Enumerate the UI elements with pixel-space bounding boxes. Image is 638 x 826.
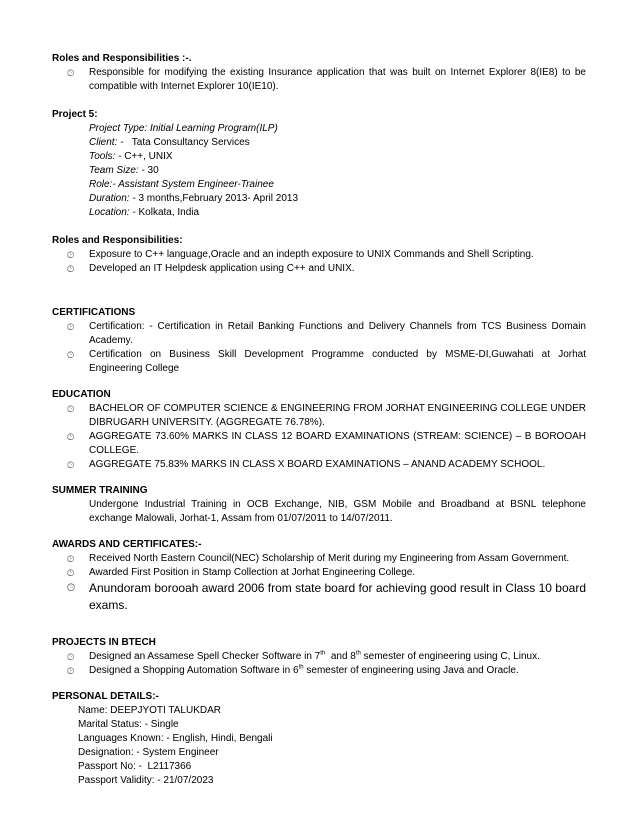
section-heading: Project 5: xyxy=(52,109,98,120)
section-heading: PROJECTS IN BTECH xyxy=(52,637,156,648)
project-location: Location: - Kolkata, India xyxy=(89,207,200,218)
resume-page xyxy=(52,52,586,788)
clock-bullet-icon: 🕒︎ xyxy=(67,666,75,676)
clock-bullet-icon: 🕒︎ xyxy=(67,568,75,578)
list-item: 🕒︎ Awarded First Position in Stamp Collection at Jorhat Engineering College. xyxy=(67,567,416,578)
project-duration: Duration: - 3 months,February 2013- April 2013 xyxy=(89,193,299,204)
personal-name: Name: DEEPJYOTI TALUKDAR xyxy=(78,705,221,716)
list-item: 🕒︎ BACHELOR OF COMPUTER SCIENCE & ENGINEERING FROM JORHAT ENGINEERING COLLEGE UNDER DIBRUGARH UNIVERSITY. (AGGREGATE 76.78%). xyxy=(67,403,586,428)
awards-section xyxy=(52,538,586,614)
clock-bullet-icon: 🕒︎ xyxy=(67,350,75,360)
project-client: Client: - Tata Consultancy Services xyxy=(89,137,250,148)
list-item: 🕒︎ Received North Eastern Council(NEC) Scholarship of Merit during my Engineering from Assam Government. xyxy=(67,553,570,564)
clock-bullet-icon: 🕒︎ xyxy=(67,264,75,274)
project-role: Role:- Assistant System Engineer-Trainee xyxy=(89,179,274,190)
personal-marital-status: Marital Status: - Single xyxy=(78,719,179,730)
project-tools: Tools: - C++, UNIX xyxy=(89,151,173,162)
project-5-section xyxy=(52,108,586,220)
clock-bullet-icon: 🕒︎ xyxy=(67,460,75,470)
project-team-size: Team Size: - 30 xyxy=(89,165,159,176)
bullet-list xyxy=(52,66,586,94)
clock-bullet-icon: 🕒︎ xyxy=(67,322,75,332)
list-item: 🕒︎ Certification on Business Skill Development Programme conducted by MSME-DI,Guwahati at Jorhat Engineering College xyxy=(67,349,586,374)
project-type: Project Type: Initial Learning Program(ILP) xyxy=(89,123,278,134)
clock-bullet-icon: 🕒︎ xyxy=(67,250,75,260)
section-heading: AWARDS AND CERTIFICATES:- xyxy=(52,539,202,550)
education-section xyxy=(52,388,586,472)
roles-section-1 xyxy=(52,52,586,94)
summer-training-section xyxy=(52,484,586,526)
list-item: 🕒︎ Developed an IT Helpdesk application using C++ and UNIX. xyxy=(67,263,355,274)
section-heading: CERTIFICATIONS xyxy=(52,307,136,318)
summer-training-text: Undergone Industrial Training in OCB Exchange, NIB, GSM Mobile and Broadband at BSNL telephone exchange Malowali, Jorhat-1, Assam from 01/07/2011 to 14/07/2011. xyxy=(89,499,586,524)
personal-passport-no: Passport No: - L2117366 xyxy=(78,761,192,772)
clock-bullet-icon: 🕒︎ xyxy=(67,68,75,78)
personal-details-section xyxy=(52,690,586,788)
clock-bullet-icon: 🕒︎ xyxy=(67,583,75,594)
roles-section-2 xyxy=(52,234,586,276)
list-item: 🕒︎ Responsible for modifying the existing Insurance application that was built on Internet Explorer 8(IE8) to be compatible with Internet Explorer 10(IE10). xyxy=(67,67,586,92)
certifications-section xyxy=(52,306,586,376)
list-item: 🕒︎ AGGREGATE 73.60% MARKS IN CLASS 12 BOARD EXAMINATIONS (STREAM: SCIENCE) – B BOROOAH COLLEGE. xyxy=(67,431,586,456)
section-heading: Roles and Responsibilities :-. xyxy=(52,53,192,64)
list-item: 🕒︎ Designed an Assamese Spell Checker Software in 7th and 8th semester of engineering using C, Linux. xyxy=(67,650,540,662)
personal-passport-validity: Passport Validity: - 21/07/2023 xyxy=(78,775,214,786)
clock-bullet-icon: 🕒︎ xyxy=(67,554,75,564)
clock-bullet-icon: 🕒︎ xyxy=(67,404,75,414)
section-heading: SUMMER TRAINING xyxy=(52,485,148,496)
section-heading: EDUCATION xyxy=(52,389,111,400)
clock-bullet-icon: 🕒︎ xyxy=(67,652,75,662)
list-item: 🕒︎ Designed a Shopping Automation Software in 6th semester of engineering using Java and Oracle. xyxy=(67,664,519,676)
personal-designation: Designation: - System Engineer xyxy=(78,747,219,758)
list-item: 🕒︎ AGGREGATE 75.83% MARKS IN CLASS X BOARD EXAMINATIONS – ANAND ACADEMY SCHOOL. xyxy=(67,459,546,470)
section-heading: Roles and Responsibilities: xyxy=(52,235,183,246)
list-item: 🕒︎ Anundoram borooah award 2006 from state board for achieving good result in Class 10 board exams. xyxy=(67,581,586,612)
projects-section xyxy=(52,636,586,678)
list-item: 🕒︎ Exposure to C++ language,Oracle and an indepth exposure to UNIX Commands and Shell Scripting. xyxy=(67,249,534,260)
section-heading: PERSONAL DETAILS:- xyxy=(52,691,159,702)
list-item: 🕒︎ Certification: - Certification in Retail Banking Functions and Delivery Channels from TCS Business Domain Academy. xyxy=(67,321,586,346)
clock-bullet-icon: 🕒︎ xyxy=(67,432,75,442)
personal-languages: Languages Known: - English, Hindi, Bengali xyxy=(78,733,273,744)
